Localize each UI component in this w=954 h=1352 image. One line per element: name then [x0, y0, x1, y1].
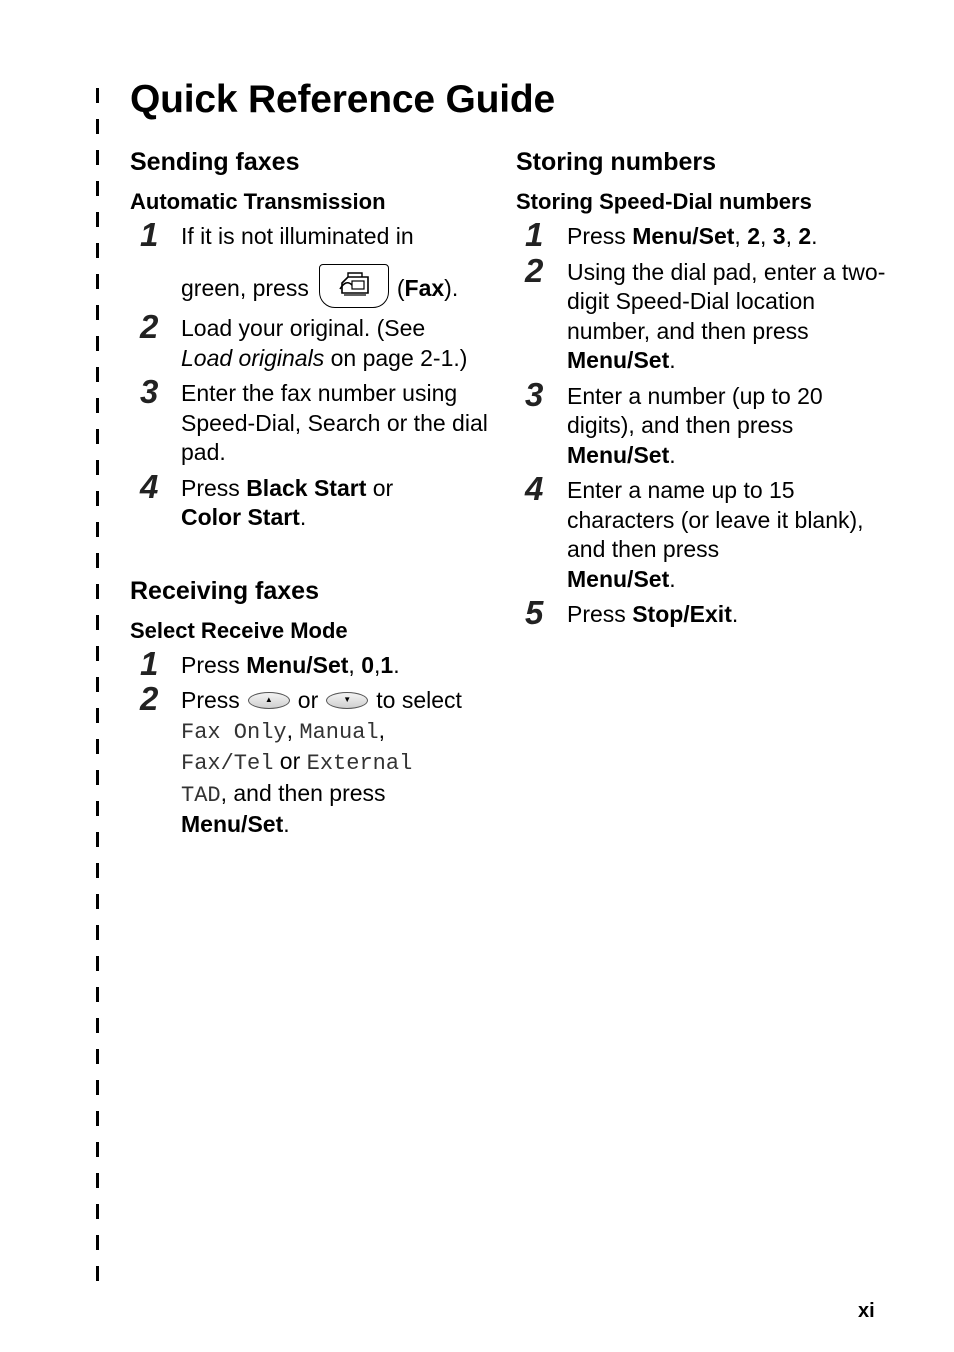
step-number: 4	[525, 470, 544, 507]
cut-line	[96, 88, 99, 1288]
step-text: ,	[785, 223, 799, 249]
step-text: ,	[348, 651, 362, 678]
key-label: 0	[361, 651, 374, 678]
up-button	[248, 692, 290, 709]
lcd-option: External	[306, 751, 413, 777]
key-label: 2	[798, 223, 812, 249]
receiving-step-1	[130, 644, 500, 682]
step-text: ,	[378, 716, 386, 743]
step-text: Press	[181, 474, 247, 501]
step-text: Press	[181, 687, 240, 714]
step-text: or	[273, 748, 307, 775]
down-button	[326, 692, 368, 709]
storing-steps	[516, 216, 886, 631]
sending-step-2	[130, 308, 500, 373]
step-text: If it is not illuminated in	[181, 223, 414, 249]
key-label: Black Start	[246, 474, 367, 501]
step-text: Press	[567, 601, 633, 627]
sending-step-3	[130, 373, 500, 468]
key-label: Menu/Set	[567, 347, 670, 373]
lcd-option: Fax/Tel	[181, 751, 274, 777]
right-column	[516, 146, 886, 630]
step-text: ).	[444, 274, 459, 301]
key-label: Menu/Set	[181, 811, 284, 838]
key-label: Color Start	[181, 504, 300, 531]
step-text: green, press	[181, 274, 309, 301]
step-text: , and then press	[220, 779, 386, 806]
lcd-option: Fax Only	[181, 719, 287, 745]
step-text: .	[669, 347, 676, 373]
step-number: 3	[525, 375, 544, 413]
step-text: ,	[760, 223, 773, 249]
step-text: to select	[376, 687, 462, 714]
key-label: Menu/Set	[632, 223, 735, 249]
key-label: 2	[747, 223, 760, 249]
step-text: .	[299, 504, 307, 531]
step-text: on page 2-1.)	[324, 344, 468, 371]
fax-line	[181, 270, 500, 309]
step-text: .	[393, 651, 400, 678]
key-label: Menu/Set	[567, 441, 670, 468]
step-text: .	[669, 441, 676, 468]
step-text: .	[283, 811, 290, 838]
storing-step-3	[516, 375, 886, 471]
step-number: 2	[525, 251, 544, 289]
subheading-storing-speed-dial: Storing Speed-Dial numbers	[516, 189, 812, 214]
key-label: Stop/Exit	[632, 601, 732, 627]
storing-step-5	[516, 594, 886, 631]
fax-key-label: Fax	[404, 274, 445, 301]
sending-step-1	[130, 216, 500, 308]
step-text: ,	[286, 716, 300, 743]
left-column	[130, 146, 500, 840]
step-text: or	[297, 687, 319, 714]
step-text: .	[811, 223, 818, 249]
step-text: ,	[374, 651, 381, 678]
lcd-option: Manual	[299, 719, 379, 745]
cross-reference: Load originals	[181, 344, 325, 371]
key-label: 3	[772, 223, 786, 249]
step-number: 2	[140, 680, 159, 718]
step-text: or	[366, 474, 394, 501]
storing-step-1	[516, 216, 886, 253]
step-number: 1	[140, 644, 159, 682]
step-number: 1	[525, 216, 544, 253]
step-number: 5	[525, 594, 544, 631]
page-title: Quick Reference Guide	[130, 78, 555, 121]
step-text: (	[396, 274, 405, 301]
sending-step-4	[130, 467, 500, 533]
step-text: .	[669, 565, 676, 592]
down-arrow-icon: ▼	[343, 695, 352, 705]
fax-button	[319, 264, 389, 308]
key-label: 1	[380, 651, 394, 678]
step-text: .	[731, 601, 739, 627]
receiving-step-2	[130, 680, 500, 840]
step-number: 1	[140, 216, 159, 253]
key-label: Menu/Set	[567, 565, 670, 592]
sending-steps	[130, 216, 500, 533]
step-number: 4	[140, 467, 159, 505]
fax-machine-icon	[338, 271, 372, 301]
subheading-automatic-transmission: Automatic Transmission	[130, 189, 386, 214]
page-number: xi	[858, 1300, 875, 1322]
step-text: Enter a number (up to 20 digits), and then press	[567, 382, 823, 438]
up-arrow-icon: ▲	[264, 695, 273, 705]
section-heading-receiving: Receiving faxes	[130, 576, 319, 605]
receiving-steps	[130, 644, 500, 840]
step-text: Load your original. (See	[181, 315, 426, 342]
step-text: ,	[734, 223, 748, 249]
step-number: 3	[140, 373, 159, 411]
storing-step-4	[516, 470, 886, 594]
step-text: Enter a name up to 15 characters (or leave it blank), and then press	[567, 477, 864, 562]
step-number: 2	[140, 308, 159, 346]
key-label: Menu/Set	[246, 651, 349, 678]
subheading-select-receive-mode: Select Receive Mode	[130, 617, 348, 643]
section-heading-sending: Sending faxes	[130, 148, 300, 176]
section-heading-storing: Storing numbers	[516, 148, 717, 176]
storing-step-2	[516, 251, 886, 376]
step-text: Using the dial pad, enter a two-digit Speed-Dial location number, and then press	[567, 258, 886, 344]
step-text: Enter the fax number using Speed-Dial, Search or the dial pad.	[181, 380, 488, 466]
step-text: Press	[567, 223, 633, 249]
step-text: Press	[181, 651, 247, 678]
lcd-option: TAD	[181, 782, 221, 808]
